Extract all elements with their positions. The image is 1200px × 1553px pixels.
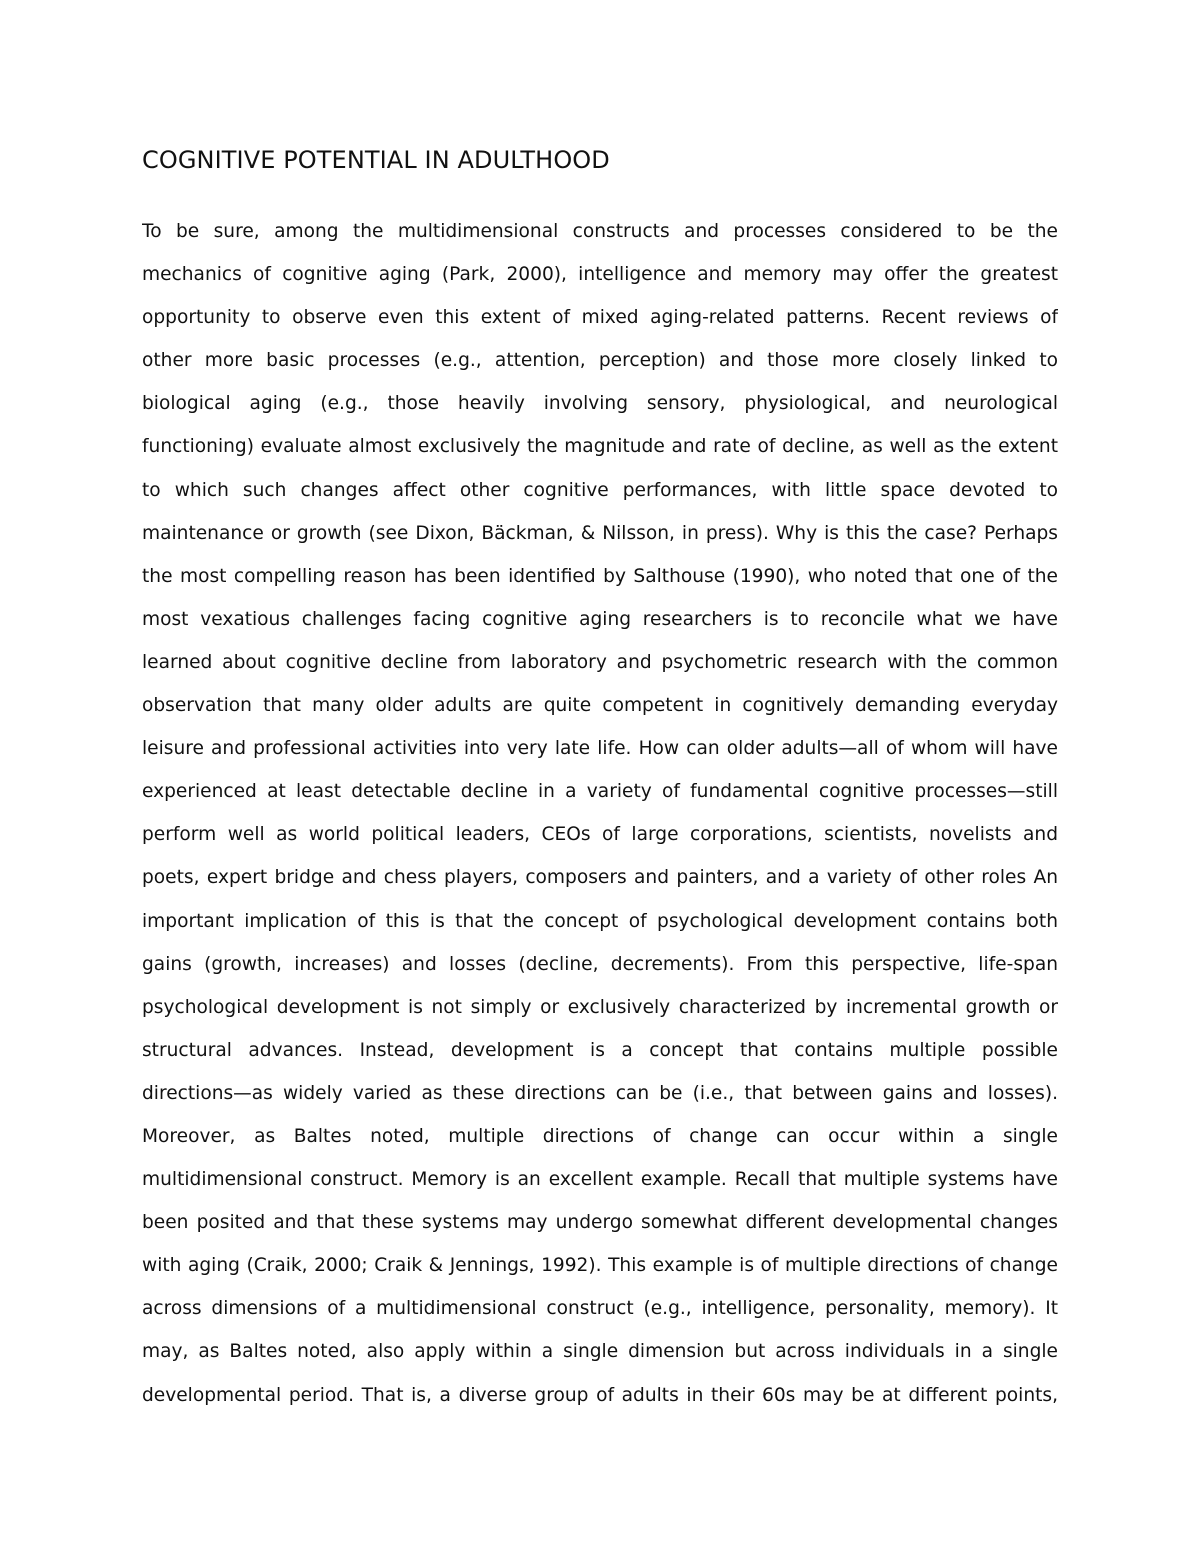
text-line: biological aging (e.g., those heavily involving sensory, physiological, and neurological — [142, 393, 1058, 415]
text-line: psychological development is not simply or exclusively characterized by incremental growth or — [142, 996, 1058, 1018]
text-line: learned about cognitive decline from laboratory and psychometric research with the common — [142, 651, 1058, 673]
text-line: developmental period. That is, a diverse group of adults in their 60s may be at different points, — [142, 1384, 1058, 1406]
text-line: poets, expert bridge and chess players, composers and painters, and a variety of other roles An — [142, 867, 1058, 889]
text-line: perform well as world political leaders, CEOs of large corporations, scientists, novelists and — [142, 824, 1058, 846]
text-line: multidimensional construct. Memory is an excellent example. Recall that multiple systems have — [142, 1169, 1058, 1191]
body-paragraph — [142, 210, 1058, 1417]
text-line: across dimensions of a multidimensional construct (e.g., intelligence, personality, memory). It — [142, 1298, 1058, 1320]
text-line: most vexatious challenges facing cognitive aging researchers is to reconcile what we have — [142, 608, 1058, 630]
text-line: the most compelling reason has been identified by Salthouse (1990), who noted that one of the — [142, 565, 1058, 587]
text-line: observation that many older adults are quite competent in cognitively demanding everyday — [142, 695, 1058, 717]
text-line: been posited and that these systems may undergo somewhat different developmental changes — [142, 1212, 1058, 1234]
text-line: may, as Baltes noted, also apply within a single dimension but across individuals in a single — [142, 1341, 1058, 1363]
text-line: opportunity to observe even this extent of mixed aging-related patterns. Recent reviews of — [142, 307, 1058, 329]
text-line: experienced at least detectable decline in a variety of fundamental cognitive processes—still — [142, 781, 1058, 803]
text-line: leisure and professional activities into very late life. How can older adults—all of whom will have — [142, 738, 1058, 760]
text-line: To be sure, among the multidimensional constructs and processes considered to be the — [142, 221, 1058, 242]
text-line: with aging (Craik, 2000; Craik & Jennings, 1992). This example is of multiple directions of change — [142, 1255, 1058, 1277]
text-line: Moreover, as Baltes noted, multiple directions of change can occur within a single — [142, 1125, 1058, 1147]
text-line: functioning) evaluate almost exclusively the magnitude and rate of decline, as well as the extent — [142, 436, 1058, 458]
text-line: other more basic processes (e.g., attention, perception) and those more closely linked to — [142, 350, 1058, 372]
document-title: COGNITIVE POTENTIAL IN ADULTHOOD — [142, 146, 610, 174]
text-line: gains (growth, increases) and losses (decline, decrements). From this perspective, life-span — [142, 953, 1058, 975]
text-line: to which such changes affect other cognitive performances, with little space devoted to — [142, 479, 1058, 501]
text-line: structural advances. Instead, development is a concept that contains multiple possible — [142, 1039, 1058, 1061]
text-line: maintenance or growth (see Dixon, Bäckman, & Nilsson, in press). Why is this the case? Perhaps — [142, 522, 1058, 544]
text-line: mechanics of cognitive aging (Park, 2000), intelligence and memory may offer the greatest — [142, 264, 1058, 286]
text-line: directions—as widely varied as these directions can be (i.e., that between gains and losses). — [142, 1082, 1058, 1104]
text-line: important implication of this is that the concept of psychological development contains both — [142, 910, 1058, 932]
